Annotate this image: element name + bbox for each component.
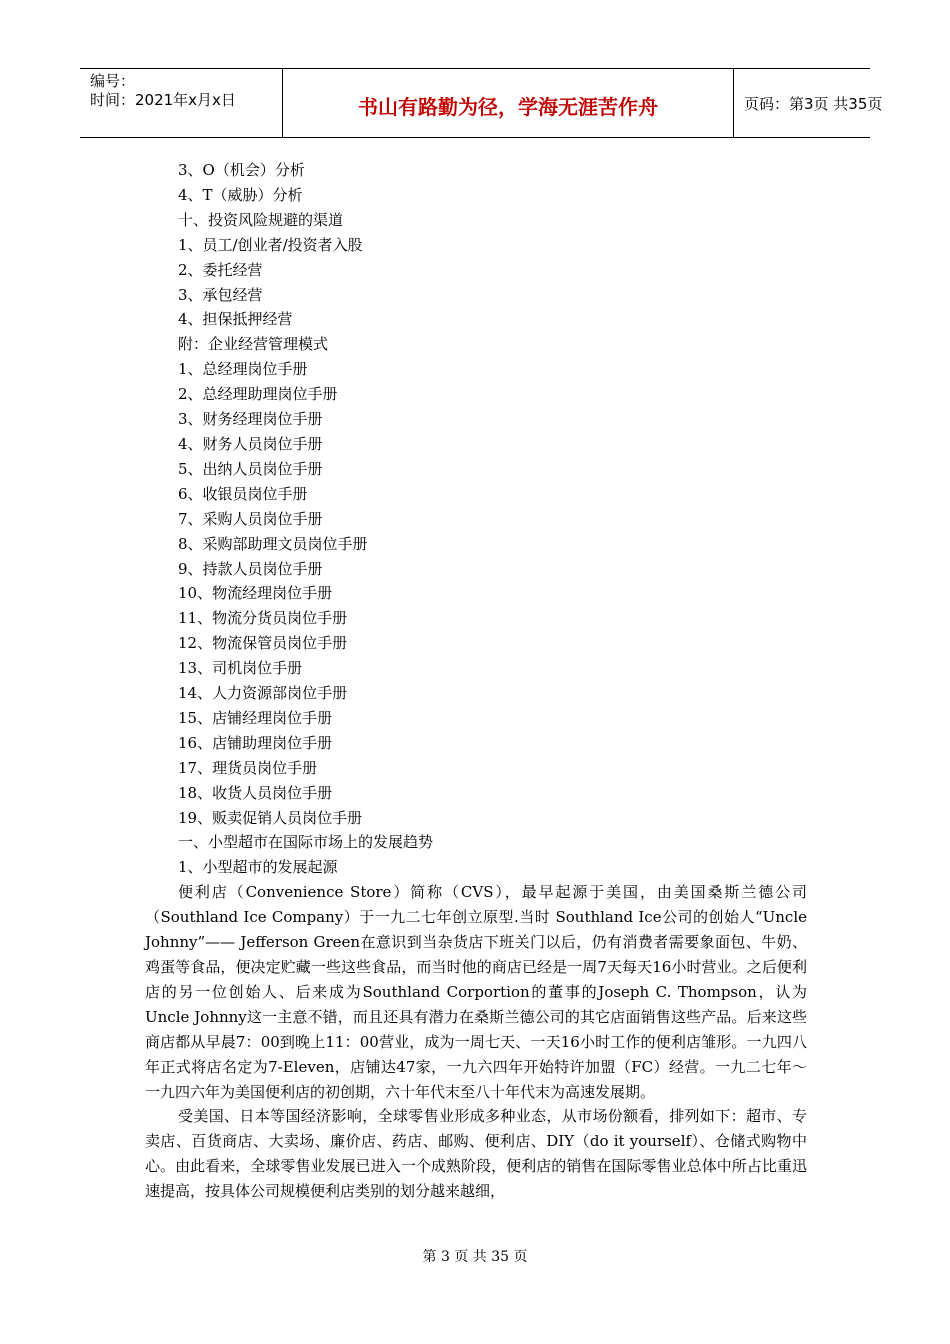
header-meta (80, 69, 282, 137)
text-line: 6、收银员岗位手册 (178, 484, 308, 503)
text-line: 10、物流经理岗位手册 (178, 584, 333, 603)
header-motto: 书山有路勤为径，学海无涯苦作舟 (282, 69, 734, 137)
text-line: 14、人力资源部岗位手册 (178, 684, 348, 703)
page-footer: 第 3 页 共 35 页 (422, 1249, 528, 1265)
text-line: 2、委托经营 (178, 260, 263, 279)
text-line: 7、采购人员岗位手册 (178, 509, 323, 528)
section-heading: 一、小型超市在国际市场上的发展趋势 (178, 833, 434, 852)
text-line: 4、T（威胁）分析 (178, 185, 303, 204)
text-line: 13、司机岗位手册 (178, 659, 303, 678)
text-line: 9、持款人员岗位手册 (178, 559, 323, 578)
document-time-label: 时间：2021年x月x日 (90, 91, 236, 109)
text-line: 5、出纳人员岗位手册 (178, 459, 323, 478)
section-heading: 附：企业经营管理模式 (178, 335, 329, 354)
text-line: 1、员工/创业者/投资者入股 (178, 235, 363, 254)
page-header (80, 68, 883, 138)
header-page-number: 页码：第3页 共35页 (744, 95, 883, 113)
text-line: 19、贩卖促销人员岗位手册 (178, 808, 363, 827)
section-heading: 十、投资风险规避的渠道 (178, 210, 344, 229)
text-line: 15、店铺经理岗位手册 (178, 708, 333, 727)
text-line: 1、总经理岗位手册 (178, 360, 308, 379)
subsection-heading: 1、小型超市的发展起源 (178, 858, 338, 877)
text-line: 18、收货人员岗位手册 (178, 783, 333, 802)
body-paragraph: 便利店（Convenience Store）简称（CVS），最早起源于美国，由美国桑斯兰德公司（Southland Ice Company）于一九二七年创立原型.当时 Southland Ice公司的创始人“Uncle Johnny”—— Jefferson Green在意识到当杂货店下班关门以后，仍有消费者需要象面包、牛奶、鸡蛋等食品，便决定贮藏一些这些食品，而当时他的商店已经是一周7天每天16小时营业。之后便利店的另一位创始人、后来成为Southland Corportion的董事的Joseph C. Thompson，认为Uncle Johnny这一主意不错，而且还具有潜力在桑斯兰德公司的其它店面销售这些产品。后来这些商店都从早晨7：00到晚上11：00营业，成为一周七天、一天16小时工作的便利店雏形。一九四八年正式将店名定为7-Eleven，店铺达47家，一九六四年开始特许加盟（FC）经营。一九二七年～一九四六年为美国便利店的初创期，六十年代末至八十年代末为高速发展期。 (145, 883, 807, 1101)
text-line: 12、物流保管员岗位手册 (178, 634, 348, 653)
text-line: 17、理货员岗位手册 (178, 758, 318, 777)
text-line: 8、采购部助理文员岗位手册 (178, 534, 368, 553)
text-line: 2、总经理助理岗位手册 (178, 385, 338, 404)
document-body (145, 158, 807, 1204)
text-line: 11、物流分货员岗位手册 (178, 609, 348, 628)
text-line: 16、店铺助理岗位手册 (178, 733, 333, 752)
body-paragraph: 受美国、日本等国经济影响，全球零售业形成多种业态，从市场份额看，排列如下：超市、专卖店、百货商店、大卖场、廉价店、药店、邮购、便利店、DIY（do it yourself）、仓储式购物中心。由此看来，全球零售业发展已进入一个成熟阶段，便利店的销售在国际零售业总体中所占比重迅速提高，按具体公司规模便利店类别的划分越来越细， (145, 1107, 807, 1201)
document-number-label: 编号： (90, 72, 136, 90)
text-line: 4、财务人员岗位手册 (178, 434, 323, 453)
text-line: 4、担保抵押经营 (178, 310, 293, 329)
text-line: 3、承包经营 (178, 285, 263, 304)
text-line: 3、财务经理岗位手册 (178, 410, 323, 429)
text-line: 3、O（机会）分析 (178, 161, 305, 179)
